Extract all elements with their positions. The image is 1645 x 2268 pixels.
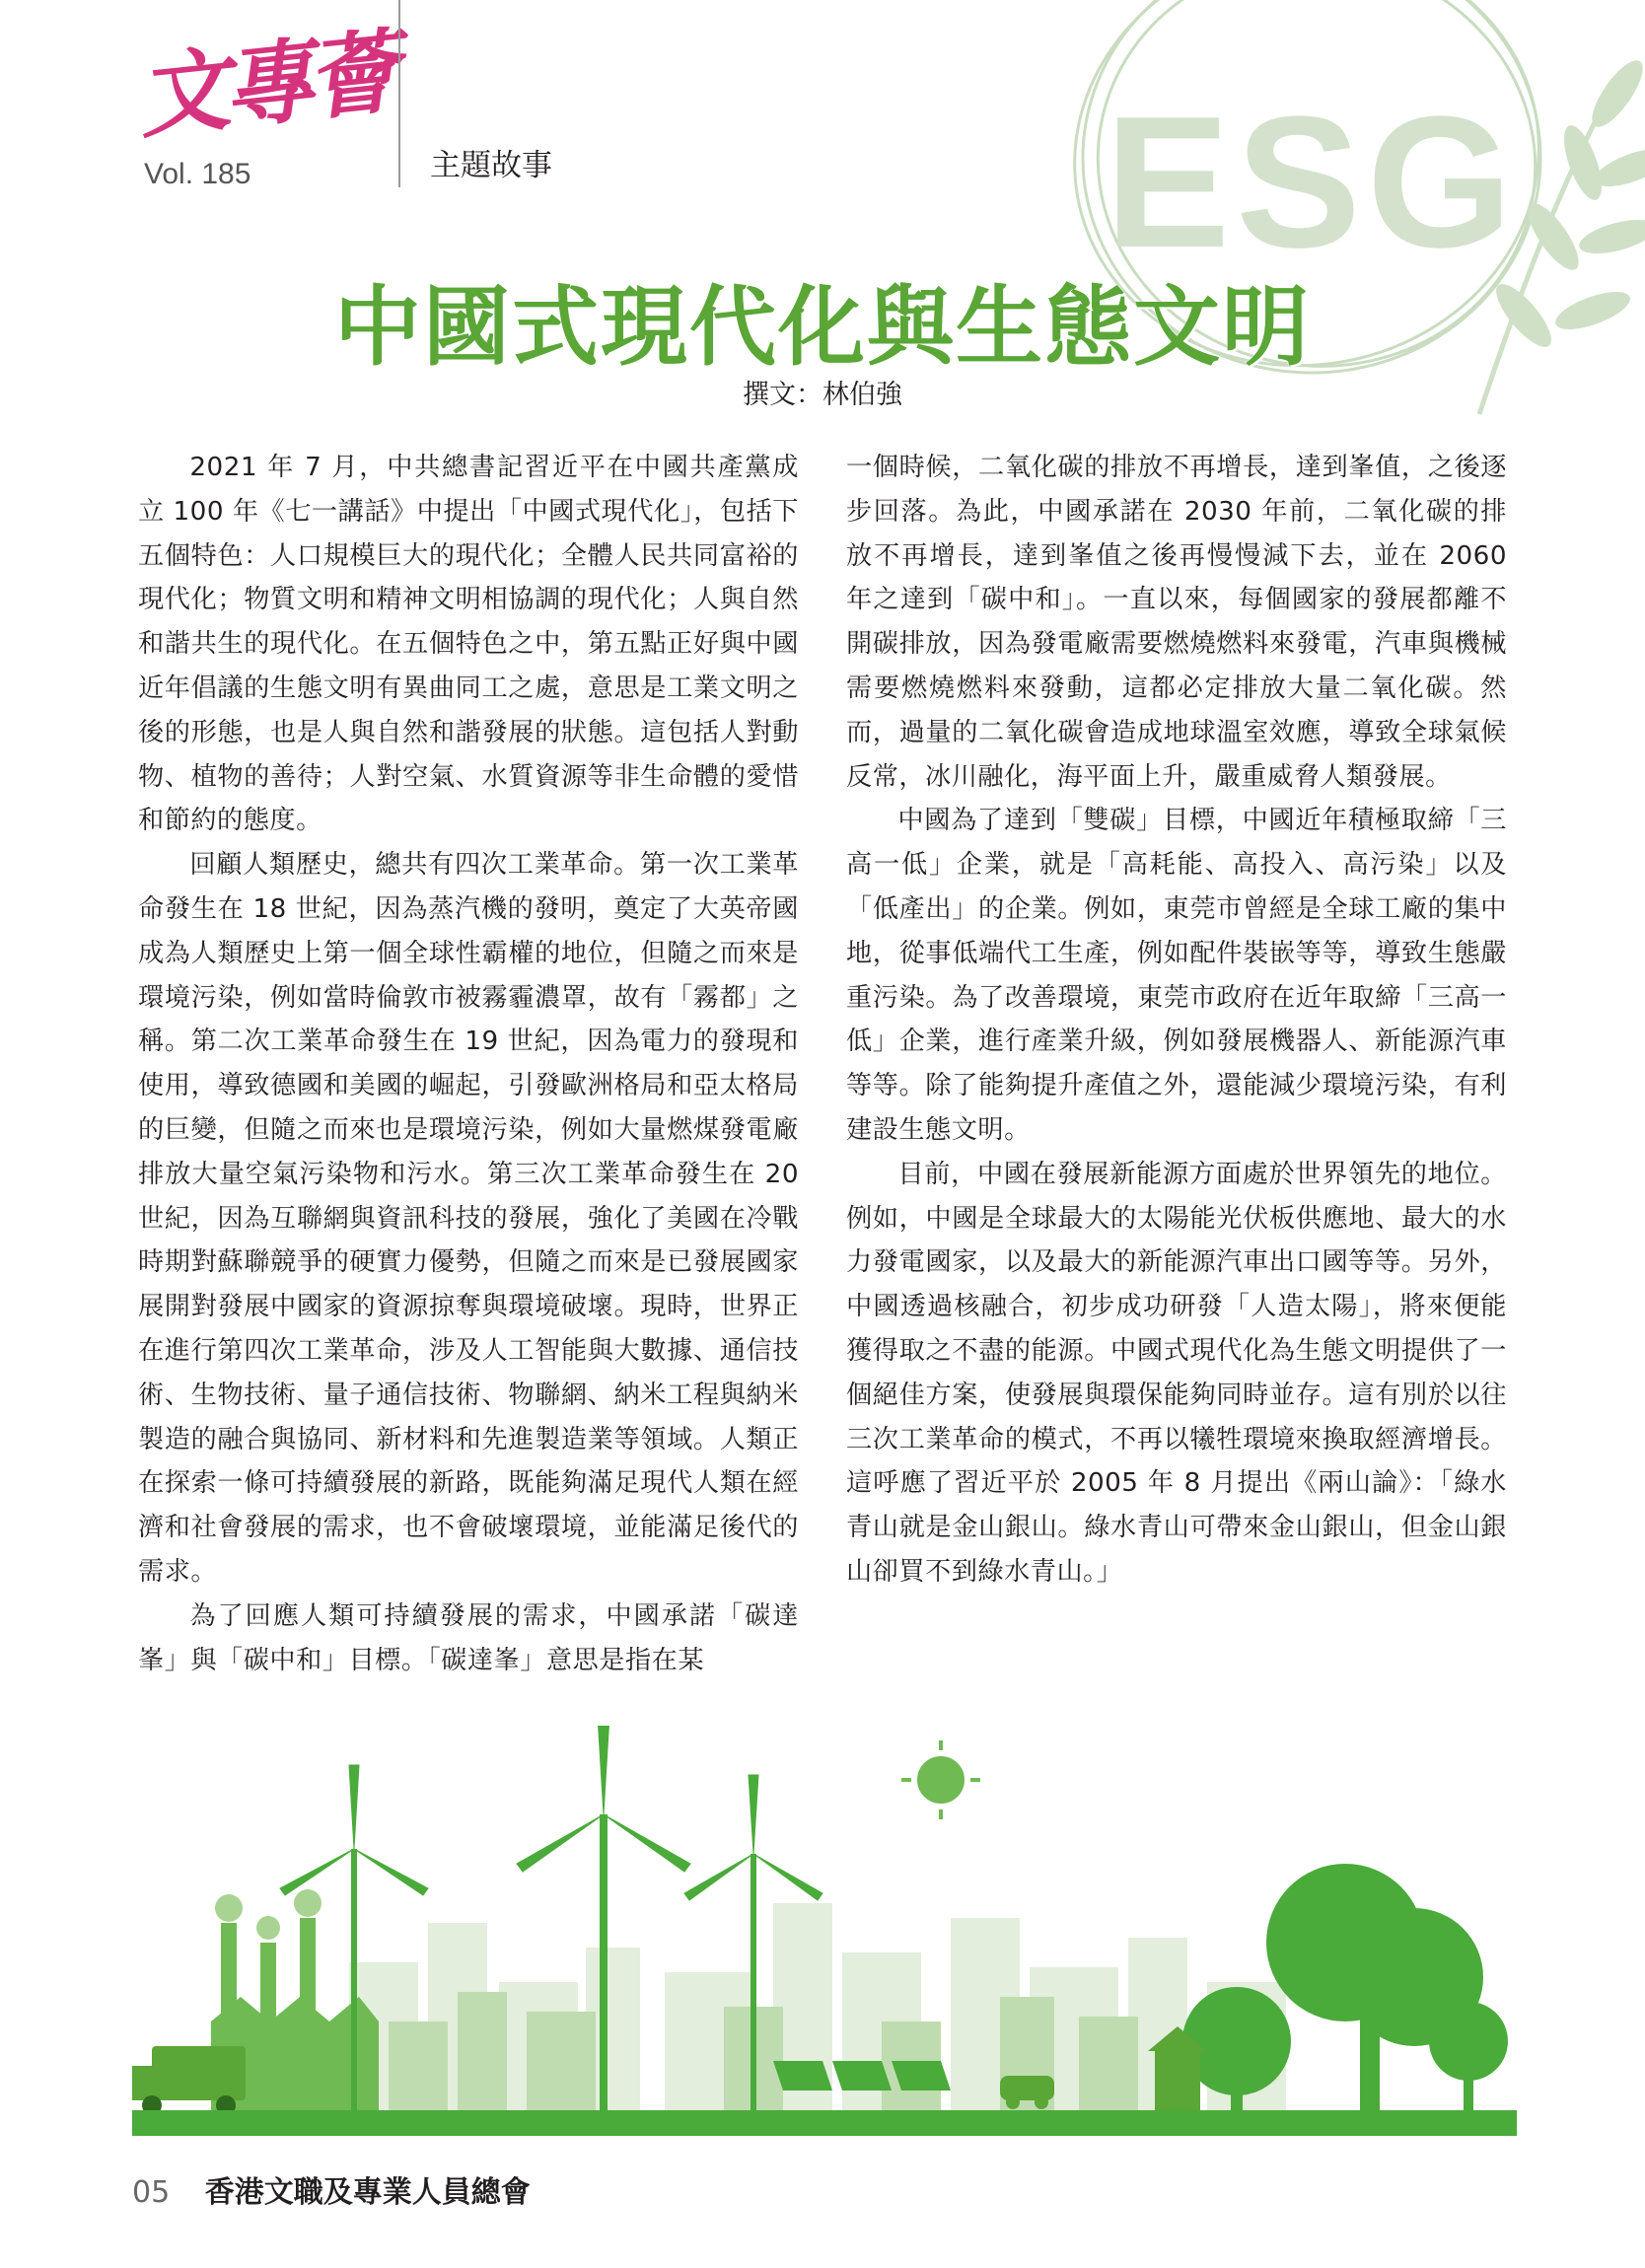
left-column [138,446,799,1682]
magazine-logo [133,18,397,197]
esg-label: ESG [1105,78,1519,287]
paragraph: 中國為了達到「雙碳」目標，中國近年積極取締「三高一低」企業，就是「高耗能、高投入、高污染」以及「低產出」的企業。例如，東莞市曾經是全球工廠的集中地，從事低端代工生產，例如配件裝嵌等等，導致生態嚴重污染。為了改善環境，東莞市政府在近年取締「三高一低」企業，進行產業升級，例如發展機器人、新能源汽車等等。除了能夠提升產值之外，還能減少環境污染，有利建設生態文明。 [846,806,1507,1145]
ground-strip [132,2110,1517,2136]
paragraph: 目前，中國在發展新能源方面處於世界領先的地位。例如，中國是全球最大的太陽能光伏板供應地、最大的水力發電國家，以及最大的新能源汽車出口國等等。另外，中國透過核融合，初步成功研發「人造太陽」，將來便能獲得取之不盡的能源。中國式現代化為生態文明提供了一個絕佳方案，使發展與環保能夠同時並存。這有別於以往三次工業革命的模式，不再以犧牲環境來換取經濟增長。這呼應了習近平於 2005 年 8 月提出《兩山論》：「綠水青山就是金山銀山。綠水青山可帶來金山銀山，但金山銀山卻買不到綠水青山。」 [846,1159,1507,1587]
header-divider [398,0,400,187]
sun-icon [901,1740,980,1819]
recycling-truck-icon [132,2046,246,2115]
page-footer [132,2167,531,2211]
section-label: 主題故事 [430,148,552,183]
paragraph: 2021 年 7 月，中共總書記習近平在中國共產黨成立 100 年《七一講話》中提出「中國式現代化」，包括下五個特色：人口規模巨大的現代化；全體人民共同富裕的現代化；物質文明和精神文明相協調的現代化；人與自然和諧共生的現代化。在五個特色之中，第五點正好與中國近年倡議的生態文明有異曲同工之處，意思是工業文明之後的形態，也是人與自然和諧發展的狀態。這包括人對動物、植物的善待；人對空氣、水質資源等非生命體的愛惜和節約的態度。 [138,453,799,836]
green-city-illustration [132,1726,1517,2150]
paragraph: 回顧人類歷史，總共有四次工業革命。第一次工業革命發生在 18 世紀，因為蒸汽機的發明，奠定了大英帝國成為人類歷史上第一個全球性霸權的地位，但隨之而來是環境污染，例如當時倫敦市被霧霾濃罩，故有「霧都」之稱。第二次工業革命發生在 19 世紀，因為電力的發現和使用，導致德國和美國的崛起，引發歐洲格局和亞太格局的巨變，但隨之而來也是環境污染，例如大量燃煤發電廠排放大量空氣污染物和污水。第三次工業革命發生在 20 世紀，因為互聯網與資訊科技的發展，強化了美國在冷戰時期對蘇聯競爭的硬實力優勢，但隨之而來是已發展國家展開對發展中國家的資源掠奪與環境破壞。現時，世界正在進行第四次工業革命，涉及人工智能與大數據、通信技術、生物技術、量子通信技術、物聯網、納米工程與納米製造的融合與協同、新材料和先進製造業等領域。人類正在探索一條可持續發展的新路，既能夠滿足現代人類在經濟和社會發展的需求，也不會破壞環境，並能滿足後代的需求。 [138,850,799,1587]
paragraph: 一個時候，二氧化碳的排放不再增長，達到峯值，之後逐步回落。為此，中國承諾在 2030 年前，二氧化碳的排放不再增長，達到峯值之後再慢慢減下去，並在 2060 年之達到「碳中和」。一直以來，每個國家的發展都離不開碳排放，因為發電廠需要燃燒燃料來發電，汽車與機械需要燃燒燃料來發動，這都必定排放大量二氧化碳。然而，過量的二氧化碳會造成地球溫室效應，導致全球氣候反常，冰川融化，海平面上升，嚴重威脅人類發展。 [846,453,1507,792]
solar-panels [773,2061,951,2091]
article-byline: 撰文：林伯強 [743,380,902,410]
paragraph: 為了回應人類可持續發展的需求，中國承諾「碳達峯」與「碳中和」目標。「碳達峯」意思是指在某 [138,1600,799,1675]
logo-wordmark: 文專薈 [133,18,397,152]
organization-name: 香港文職及專業人員總會 [204,2175,531,2210]
right-column [846,446,1507,1595]
volume-number: Vol. 185 [144,158,251,190]
article-title: 中國式現代化與生態文明 [333,276,1311,378]
page-number: 05 [132,2175,171,2210]
